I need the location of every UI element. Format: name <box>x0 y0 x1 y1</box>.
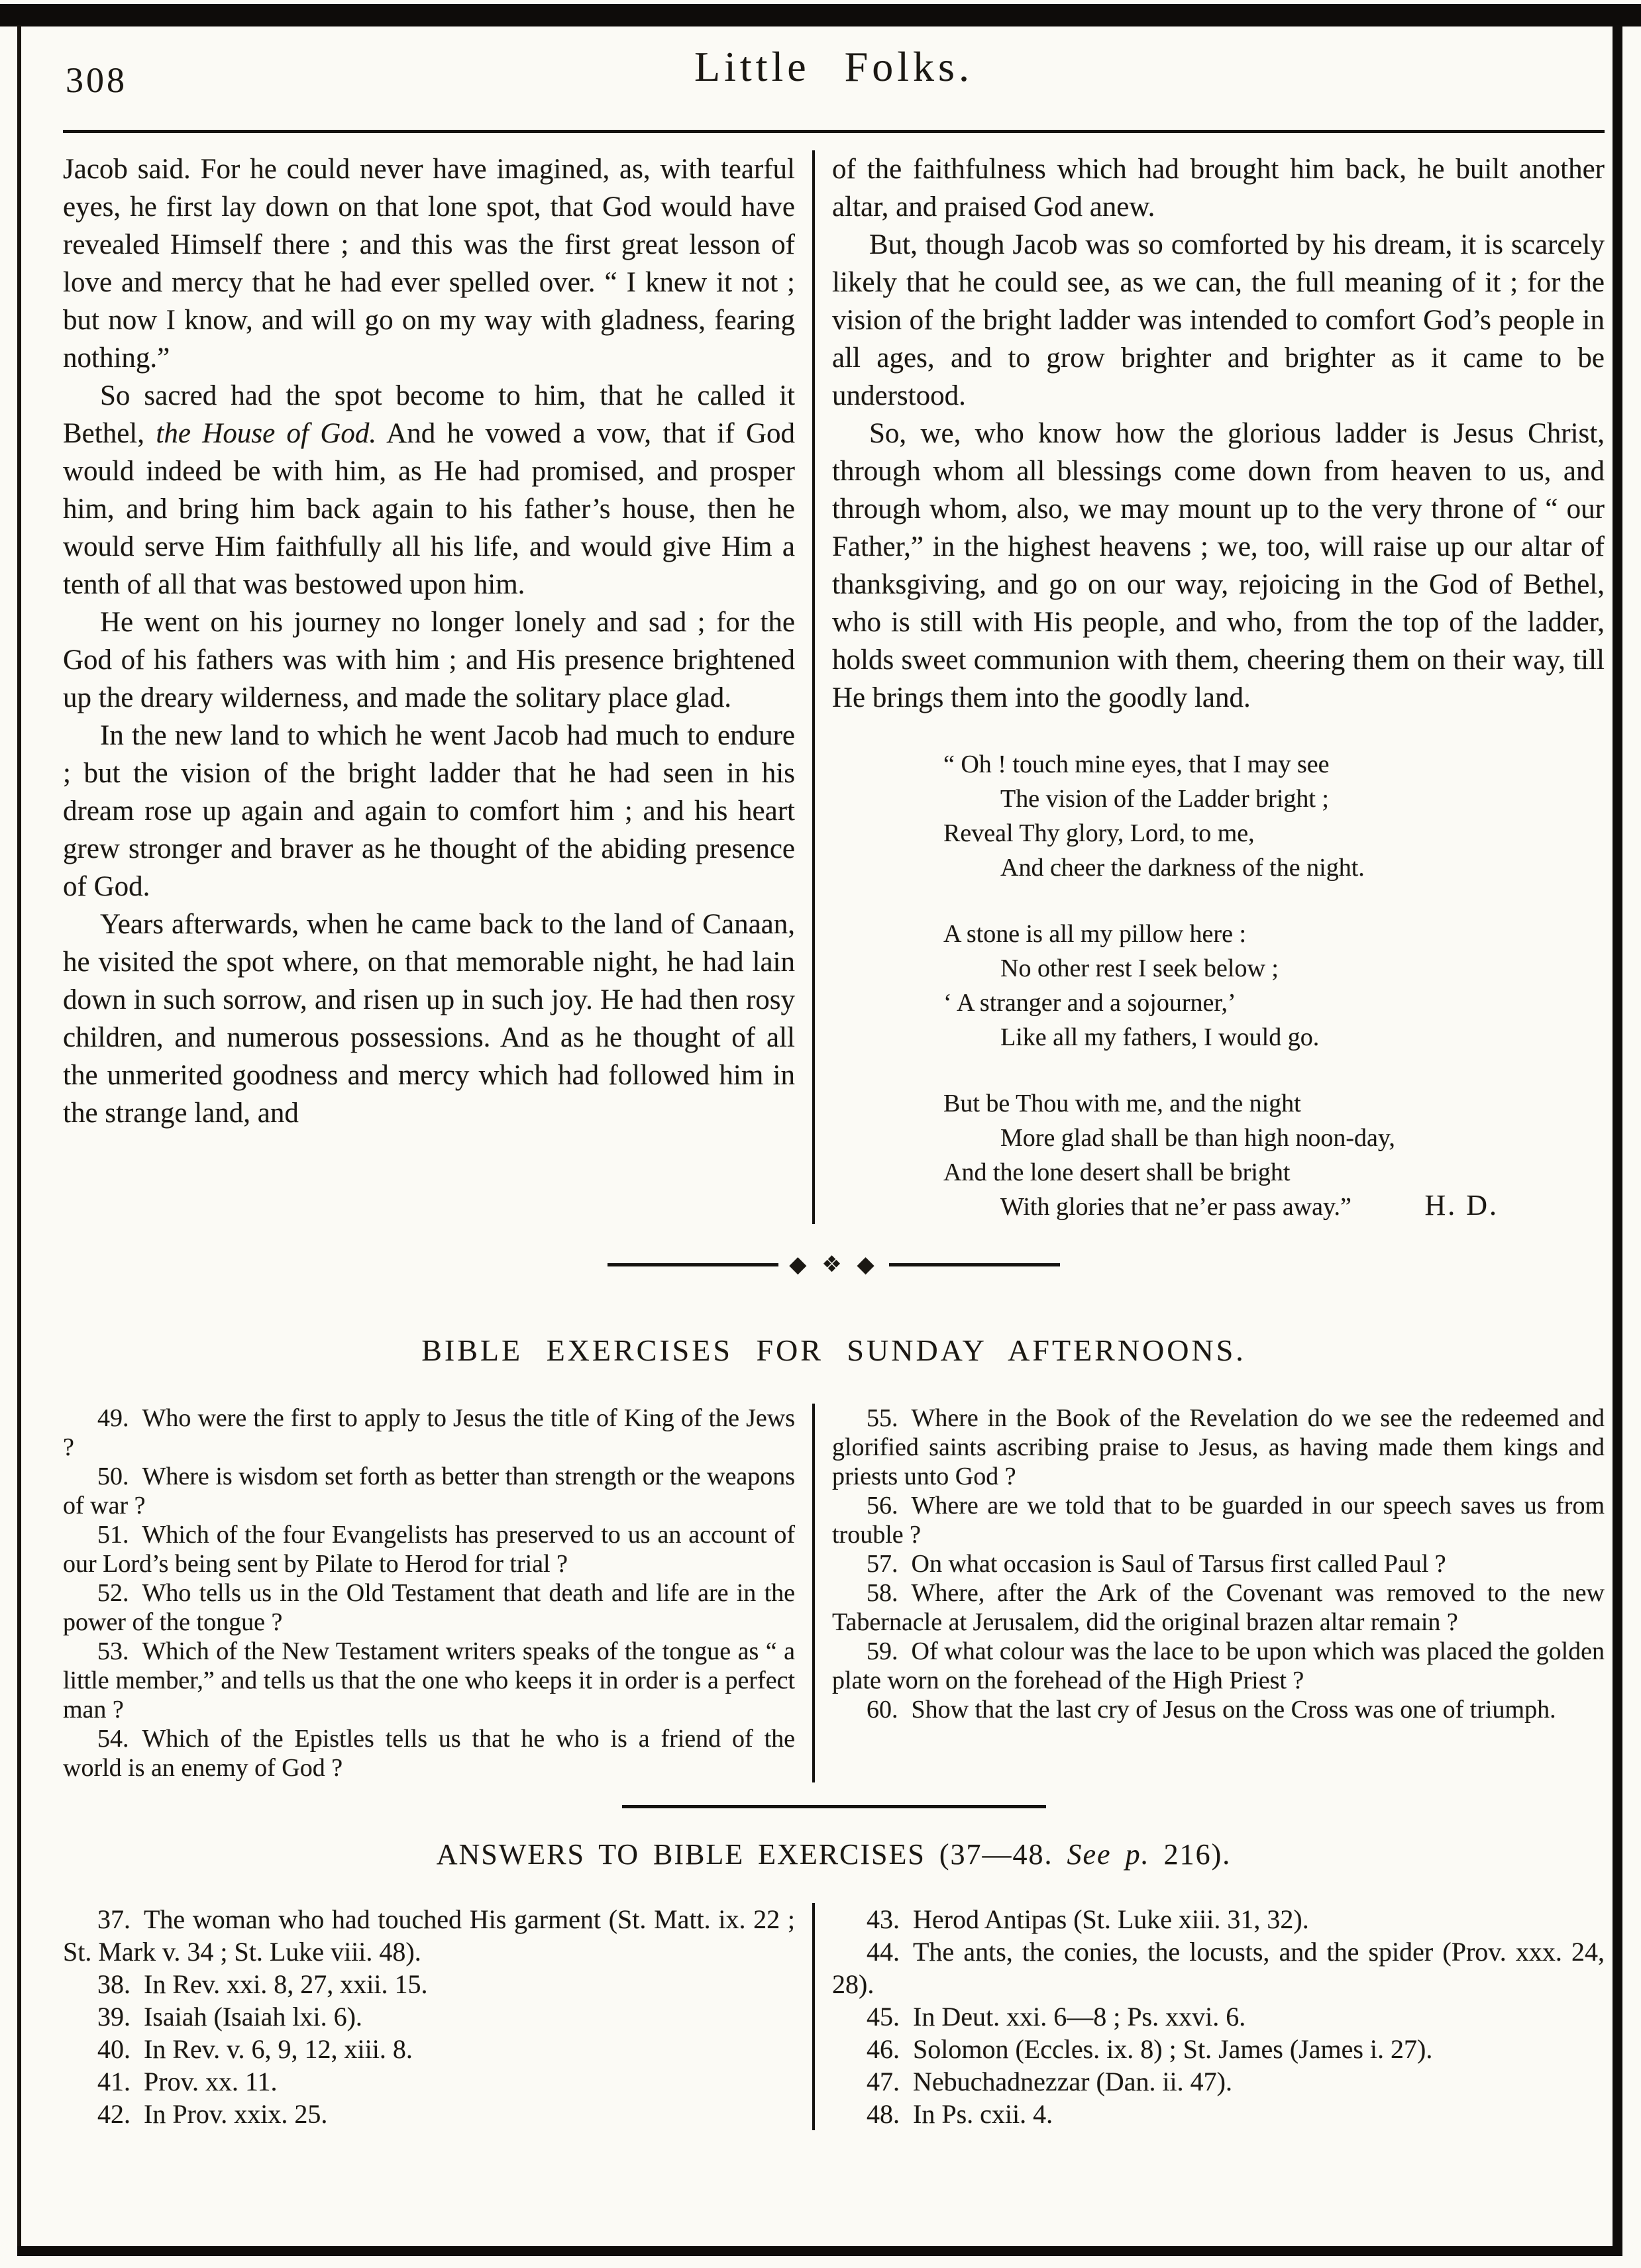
question-item <box>63 1724 795 1782</box>
answer-item <box>832 2065 1605 2098</box>
item-text: Where, after the Ark of the Covenant was removed to the new Tabernacle at Jerusalem, did the original brazen altar remain ? <box>832 1579 1605 1636</box>
question-item <box>63 1520 795 1578</box>
answer-item <box>832 2098 1605 2130</box>
poem-attribution: H. D. <box>1424 1189 1499 1221</box>
question-item <box>832 1404 1605 1491</box>
item-text: Which of the Epistles tells us that he who is a friend of the world is an enemy of God ? <box>63 1725 795 1782</box>
item-text: Nebuchadnezzar (Dan. ii. 47). <box>913 2067 1232 2096</box>
paragraph <box>63 377 795 603</box>
item-number: 54. <box>97 1725 129 1753</box>
item-number: 59. <box>867 1637 898 1665</box>
item-number: 51. <box>97 1521 129 1549</box>
text-segment: 216). <box>1149 1838 1232 1871</box>
answers-divider-rule <box>622 1805 1046 1808</box>
text-segment: Jacob said. For he could never have imagined, as, with tearful eyes, he first lay down on that lone spot, that God would have revealed Himself there ; and this was the first great lesson of love and mercy that he had ever spelled over. “ I knew it not ; but now I know, and will go on my way with gladness, fearing nothing.” <box>63 154 795 374</box>
italic-text: See p. <box>1067 1838 1150 1871</box>
item-number: 57. <box>867 1550 898 1578</box>
paragraph <box>832 415 1605 717</box>
ornament-line-right <box>889 1263 1060 1266</box>
poem-line: ‘ A stranger and a sojourner,’ <box>943 989 1236 1017</box>
text-segment: But, though Jacob was so comforted by his dream, it is scarcely likely that he could see, as we can, the full meaning of it ; for the vision of the bright ladder was intended to comfort God’s people in all ages, and to grow brighter and brighter as it came to be understood. <box>832 229 1605 411</box>
item-text: Who were the first to apply to Jesus the title of King of the Jews ? <box>63 1404 795 1461</box>
poem-line: And cheer the darkness of the night. <box>1000 854 1365 882</box>
paragraph <box>63 717 795 905</box>
item-number: 60. <box>867 1696 898 1724</box>
item-text: The woman who had touched His garment (St. Matt. ix. 22 ; St. Mark v. 34 ; St. Luke viii. 48). <box>63 1904 795 1967</box>
item-number: 37. <box>97 1904 131 1934</box>
column-divider-rule <box>812 150 815 1224</box>
item-text: In Prov. xxix. 25. <box>144 2099 328 2129</box>
item-text: On what occasion is Saul of Tarsus first called Paul ? <box>911 1550 1446 1578</box>
questions-column-divider-rule <box>812 1404 815 1782</box>
paragraph <box>63 150 795 377</box>
answer-item <box>63 1903 795 1968</box>
poem-line: A stone is all my pillow here : <box>943 920 1247 948</box>
poem-line: Reveal Thy glory, Lord, to me, <box>943 819 1255 847</box>
text-segment: So sacred had the spot become to him, that he called it Bethel, <box>63 380 795 449</box>
item-number: 50. <box>97 1463 129 1490</box>
article-right-paragraphs <box>832 150 1605 717</box>
text-segment: ANSWERS TO BIBLE EXERCISES (37—48. <box>436 1838 1067 1871</box>
item-number: 44. <box>867 1937 900 1967</box>
text-segment: And he vowed a vow, that if God would indeed be with him, as He had promised, and prosper him, and bring him back again to his father’s house, then he would serve Him faithfully all his life, and would give Him a tenth of all that was bestowed upon him. <box>63 418 795 600</box>
article <box>63 150 1605 1224</box>
item-text: In Rev. xxi. 8, 27, xxii. 15. <box>144 1969 428 1999</box>
page-frame-top <box>0 4 1641 26</box>
exercises-heading: BIBLE EXERCISES FOR SUNDAY AFTERNOONS. <box>421 1333 1246 1367</box>
divider-ornament <box>63 1253 1605 1276</box>
answers-right-column <box>832 1903 1605 2130</box>
question-item <box>832 1578 1605 1637</box>
header-rule <box>63 130 1605 133</box>
answer-item <box>832 2000 1605 2033</box>
poem-stanza <box>943 917 1605 1055</box>
page-title: Little Folks. <box>694 43 973 90</box>
item-text: Who tells us in the Old Testament that death and life are in the power of the tongue ? <box>63 1579 795 1636</box>
poem-line: More glad shall be than high noon-day, <box>1000 1124 1395 1152</box>
item-text: In Rev. v. 6, 9, 12, xiii. 8. <box>144 2034 413 2064</box>
item-number: 39. <box>97 2002 131 2032</box>
text-segment: So, we, who know how the glorious ladder is Jesus Christ, through whom all blessings come down from heaven to us, and through whom, also, we may mount up to the very throne of “ our Father,” in the highest heavens ; we, too, will raise up our altar of thanksgiving, and go on our way, rejoicing in the God of Bethel, who is still with His people, and who, from the top of the ladder, holds sweet communion with them, cheering them on their way, till He brings them into the goodly land. <box>832 418 1605 713</box>
page-number: 308 <box>66 60 127 100</box>
item-text: Where is wisdom set forth as better than strength or the weapons of war ? <box>63 1463 795 1520</box>
question-item <box>63 1462 795 1520</box>
item-number: 45. <box>867 2002 900 2032</box>
answer-item <box>63 1968 795 2000</box>
text-segment: In the new land to which he went Jacob had much to endure ; but the vision of the bright ladder that he had seen in his dream rose up again and again to comfort him ; and his heart grew stronger and braver as he thought of the abiding presence of God. <box>63 720 795 902</box>
text-segment: of the faithfulness which had brought him back, he built another altar, and praised God anew. <box>832 154 1605 223</box>
answer-item <box>832 1903 1605 1935</box>
exercises-questions <box>63 1404 1605 1782</box>
item-text: Of what colour was the lace to be upon which was placed the golden plate worn on the forehead of the High Priest ? <box>832 1637 1605 1694</box>
poem-line: With glories that ne’er pass away.” <box>1000 1193 1351 1221</box>
item-number: 48. <box>867 2099 900 2129</box>
poem-line: “ Oh ! touch mine eyes, that I may see <box>943 750 1330 778</box>
answers-left-column <box>63 1903 795 2130</box>
item-text: The ants, the conies, the locusts, and the spider (Prov. xxx. 24, 28). <box>832 1937 1605 1999</box>
paragraph <box>832 226 1605 415</box>
item-text: Solomon (Eccles. ix. 8) ; St. James (James i. 27). <box>913 2034 1433 2064</box>
question-item <box>832 1637 1605 1695</box>
answers-column-divider-rule <box>812 1903 815 2130</box>
item-text: Herod Antipas (St. Luke xiii. 31, 32). <box>913 1904 1309 1934</box>
poem-line: The vision of the Ladder bright ; <box>1000 785 1329 813</box>
poem-stanza <box>943 747 1605 885</box>
question-item <box>832 1695 1605 1724</box>
item-text: Where are we told that to be guarded in our speech saves us from trouble ? <box>832 1492 1605 1549</box>
page-frame-right <box>1613 25 1622 2252</box>
answer-item <box>63 2065 795 2098</box>
answer-item <box>832 1935 1605 2000</box>
answer-item <box>63 2098 795 2130</box>
paragraph <box>63 905 795 1132</box>
item-text: Which of the four Evangelists has preserved to us an account of our Lord’s being sent by Pilate to Herod for trial ? <box>63 1521 795 1578</box>
item-number: 56. <box>867 1492 898 1520</box>
poem-line: But be Thou with me, and the night <box>943 1090 1301 1117</box>
page-frame-bottom <box>17 2246 1622 2256</box>
text-segment: He went on his journey no longer lonely and sad ; for the God of his fathers was with him ; and His presence brightened up the dreary wilderness, and made the solitary place glad. <box>63 607 795 713</box>
italic-text: the House of God. <box>156 418 377 449</box>
item-number: 47. <box>867 2067 900 2096</box>
item-number: 53. <box>97 1637 129 1665</box>
question-item <box>63 1578 795 1637</box>
page-frame-left <box>17 25 21 2249</box>
item-number: 41. <box>97 2067 131 2096</box>
ornament-diamond-icon: ◆ ❖ ◆ <box>789 1251 878 1278</box>
item-number: 58. <box>867 1579 898 1607</box>
item-text: Which of the New Testament writers speaks of the tongue as “ a little member,” and tells us that the one who keeps it in order is a perfect man ? <box>63 1637 795 1724</box>
question-item <box>63 1637 795 1724</box>
answer-item <box>832 2033 1605 2065</box>
article-right-column <box>832 150 1605 1224</box>
item-number: 46. <box>867 2034 900 2064</box>
item-number: 38. <box>97 1969 131 1999</box>
answer-item <box>63 2033 795 2065</box>
poem-line: Like all my fathers, I would go. <box>1000 1023 1320 1051</box>
item-number: 52. <box>97 1579 129 1607</box>
answers-heading <box>63 1837 1605 1871</box>
article-left-column <box>63 150 795 1224</box>
question-item <box>63 1404 795 1462</box>
paragraph <box>832 150 1605 226</box>
item-number: 43. <box>867 1904 900 1934</box>
item-number: 42. <box>97 2099 131 2129</box>
answer-item <box>63 2000 795 2033</box>
poem <box>943 747 1605 1224</box>
item-text: Where in the Book of the Revelation do we see the redeemed and glorified saints ascribing praise to Jesus, as having made them kings and priests unto God ? <box>832 1404 1605 1490</box>
answers-section <box>63 1903 1605 2130</box>
ornament-line-left <box>608 1263 778 1266</box>
poem-line: And the lone desert shall be bright <box>943 1159 1291 1186</box>
questions-left-column <box>63 1404 795 1782</box>
item-number: 49. <box>97 1404 129 1432</box>
item-text: Show that the last cry of Jesus on the Cross was one of triumph. <box>911 1696 1556 1724</box>
question-item <box>832 1549 1605 1578</box>
page-content <box>63 37 1605 2130</box>
item-text: Prov. xx. 11. <box>144 2067 278 2096</box>
text-segment: Years afterwards, when he came back to the land of Canaan, he visited the spot where, on that memorable night, he had lain down in such sorrow, and risen up in such joy. He had then rosy children, and numerous possessions. And as he thought of all the unmerited goodness and mercy which had followed him in the strange land, and <box>63 909 795 1129</box>
item-number: 40. <box>97 2034 131 2064</box>
item-text: In Deut. xxi. 6—8 ; Ps. xxvi. 6. <box>913 2002 1246 2032</box>
question-item <box>832 1491 1605 1549</box>
item-number: 55. <box>867 1404 898 1432</box>
questions-right-column <box>832 1404 1605 1782</box>
poem-stanza <box>943 1086 1605 1224</box>
paragraph <box>63 603 795 717</box>
item-text: In Ps. cxii. 4. <box>913 2099 1053 2129</box>
poem-line: No other rest I seek below ; <box>1000 954 1279 982</box>
item-text: Isaiah (Isaiah lxi. 6). <box>144 2002 362 2032</box>
page-header <box>63 37 1605 115</box>
